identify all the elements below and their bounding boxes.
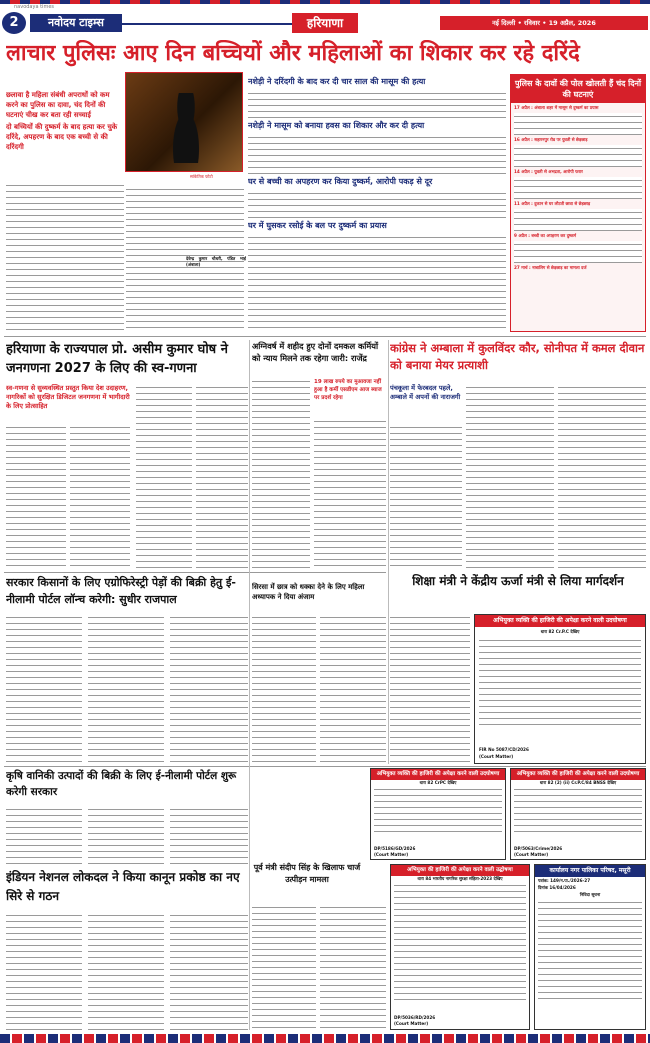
story-sirsa-body-1 — [252, 614, 316, 764]
ad-1-footer-right: (Court Matter) — [479, 754, 514, 759]
side-item-body — [514, 177, 642, 199]
ad-4-body — [394, 882, 526, 1000]
side-item: 27 मार्च : नाबालिग से छेड़छाड़ का मामला दर्ज — [514, 265, 587, 270]
tagline: navodaya times — [14, 4, 55, 10]
story-governor-body-4 — [196, 384, 248, 570]
silhouette-icon — [166, 93, 206, 163]
story-forest-body-1 — [6, 806, 82, 866]
ad-proclamation-1 — [474, 614, 646, 764]
side-item-body — [514, 241, 642, 263]
ad-4-footer-right: (Court Matter) — [394, 1021, 429, 1026]
story-governor-kicker: स्व-गणना से सुव्यवस्थित प्रस्तुत किया देश उदाहरण, नागरिकों को सुरक्षित डिजिटल जनगणना में भागीदारी के लिए प्रोत्साहित — [6, 384, 130, 410]
lead-byline: देवेन्द्र कुमार चौधरी, पंडित भाई (अंबाला) — [186, 256, 246, 267]
lead-sub2: नशेड़ी ने मासूम को बनाया हवस का शिकार और कर दी हत्या — [248, 121, 425, 130]
story-fire-body-2 — [314, 418, 386, 570]
story-minister-headline: शिक्षा मंत्री ने केंद्रीय ऊर्जा मंत्री से लिया मार्गदर्शन — [412, 574, 624, 588]
ad-proclamation-4 — [390, 864, 530, 1030]
ad-4-footer-left: DP/5036/RD/2026 — [394, 1015, 436, 1020]
page-number: 2 — [2, 12, 26, 34]
lead-side-box — [510, 74, 646, 332]
story-governor-body-3 — [136, 384, 192, 570]
story-inld-body-2 — [88, 912, 164, 1030]
side-item-body — [514, 113, 642, 135]
rule-v1 — [249, 340, 250, 1030]
story-agro-headline: सरकार किसानों के लिए एग्रोफिरेस्ट्री पेड़ों की बिक्री हेतु ई-नीलामी पोर्टल लॉन्च करेगी: सुधीर राजपाल — [6, 576, 236, 606]
rule-h1 — [4, 336, 646, 337]
ad-proclamation-3 — [510, 768, 646, 860]
ad-5-body — [538, 899, 642, 999]
lead-sub3-body — [248, 190, 506, 218]
side-item-body — [514, 145, 642, 167]
story-congress-headline: कांग्रेस ने अम्बाला में कुलविंदर कौर, सोनीपत में कमल दीवान को बनाया मेयर प्रत्याशी — [390, 341, 645, 372]
story-sandeep-body-1 — [252, 904, 316, 1030]
side-item: 16 अप्रैल : सहारनपुर रोड पर युवती से छेड़छाड़ — [514, 137, 588, 142]
ad-proclamation-2 — [370, 768, 506, 860]
dateline: नई दिल्ली • रविवार • 19 अप्रैल, 2026 — [440, 16, 648, 30]
story-fire-body-1 — [252, 378, 310, 570]
story-fire-bullet-1: 19 लाख रुपये का मुआवजा नहीं हुआ है कर्मी एसडीएम आज ब्याज पर प्रदर्श रहेगा — [314, 379, 382, 401]
story-governor-body-1 — [6, 424, 66, 570]
story-congress-body-2 — [466, 384, 554, 570]
ad-1-footer-left: FIR No 5087/CD/2026 — [479, 747, 529, 752]
story-agro-body-2 — [88, 614, 164, 764]
lead-photo — [125, 72, 243, 172]
story-minister-body-1 — [390, 614, 470, 764]
ad-4-subtitle: धारा 84 भारतीय नागरिक सुरक्षा संहिता-2023 देखिए — [417, 876, 503, 881]
ad-3-footer-left: DP/5063/Crime/2026 — [514, 846, 563, 851]
lead-sub2-body — [248, 134, 506, 174]
top-strip — [0, 0, 650, 4]
paper-name: नवोदय टाइम्स — [30, 14, 122, 32]
lead-bullet-1: छलावा है महिला संबंधी अपराधों को कम करने का पुलिस का दावा, चंद दिनों की घटनाएं चीख कर बता रही सच्चाई — [6, 91, 110, 119]
lead-bullets — [6, 90, 124, 180]
ad-2-footer-left: DP/5186/GD/2026 — [374, 846, 416, 851]
story-forest-body-3 — [170, 806, 248, 866]
lead-sub4-body — [248, 234, 506, 330]
side-item: 14 अप्रैल : युवती से अभद्रता, आरोपी फरार — [514, 169, 583, 174]
ad-2-title: अभियुक्त व्यक्ति की हाजिरी की अपेक्षा करने वाली उदघोषणा — [371, 769, 505, 780]
ad-3-footer-right: (Court Matter) — [514, 852, 549, 857]
story-forest-body-2 — [88, 806, 164, 866]
story-congress-body-1 — [390, 424, 462, 570]
side-item-body — [514, 209, 642, 231]
story-forest-headline: कृषि वानिकी उत्पादों की बिक्री के लिए ई-नीलामी पोर्टल शुरू करेगी सरकार — [6, 770, 237, 798]
section-name: हरियाणा — [292, 13, 358, 33]
ad-1-subtitle: धारा 82 Cr.P.C देखिए — [540, 629, 580, 634]
lead-sub1-body — [248, 90, 506, 118]
ad-5-subtitle: निविदा सूचना — [579, 892, 601, 897]
side-item: 9 अप्रैल : बच्ची का अपहरण कर दुष्कर्म — [514, 233, 577, 238]
story-inld-body-1 — [6, 912, 82, 1030]
ad-1-title: अभियुक्त व्यक्ति की हाजिरी की अपेक्षा करने वाली उदघोषणा — [475, 615, 645, 627]
story-governor-headline: हरियाणा के राज्यपाल प्रो. असीम कुमार घोष ने जनगणना 2027 के लिए की स्व-गणना — [6, 342, 228, 376]
ad-2-body — [374, 786, 502, 836]
side-item: 11 अप्रैल : दुकान से घर लौटती छात्रा से छेड़छाड़ — [514, 201, 591, 206]
masthead-rule — [122, 23, 292, 25]
lead-sub4: घर में घुसकर रसोई के बल पर दुष्कर्म का प्रयास — [248, 221, 387, 230]
ad-tender — [534, 864, 646, 1030]
ad-3-body — [514, 786, 642, 836]
story-congress-bullet: पंचकूला में फेरबदल पहले, अम्बाले में अपनों की नाराजगी — [390, 384, 461, 401]
story-fire-headline: अग्निवर्ष में शहीद हुए दोनों दमकल कर्मियों को न्याय मिलने तक रहेगा जारी: राजेंद्र — [252, 341, 379, 363]
rule-h3 — [4, 766, 646, 767]
lead-photo-caption: सांकेतिक फोटो — [190, 174, 213, 179]
ad-4-title: अभियुक्त की हाजिरी की अपेक्षा करने वाली उद्घोषणा — [391, 865, 529, 876]
lead-headline: लाचार पुलिसः आए दिन बच्चियों और महिलाओं का शिकार कर रहे दरिंदे — [6, 41, 580, 66]
story-sirsa-body-2 — [320, 614, 386, 764]
lead-side-title: पुलिस के दावों की पोल खोलती हैं चंद दिनों की घटनाएं — [511, 75, 645, 103]
rule-h2 — [4, 572, 386, 573]
ad-3-subtitle: धारा 82 (2) (ii) Cr.P.C/84 BNSS देखिए — [539, 780, 617, 785]
story-agro-body-3 — [170, 614, 248, 764]
lead-sub1: नशेड़ी ने दरिंदगी के बाद कर दी चार साल की मासूम की हत्या — [248, 77, 426, 86]
story-inld-headline: इंडियन नेशनल लोकदल ने किया कानून प्रकोष्ठ का नए सिरे से गठन — [6, 870, 240, 903]
story-sirsa-headline: सिरसा में छात्र को धक्का देने के लिए महिला अध्यापक ने दिया अंजाम — [252, 583, 365, 601]
ad-2-footer-right: (Court Matter) — [374, 852, 409, 857]
story-sandeep-body-2 — [320, 904, 386, 1030]
ad-5-title: कार्यालय नगर पालिका परिषद, मसूरी — [535, 865, 645, 877]
lead-bullet-2: दो बच्चियों की दुष्कर्म के बाद हत्या कर चुके दरिंदे, अपहरण के बाद एक बच्ची से की दरिंदगी — [6, 123, 118, 151]
masthead — [0, 10, 650, 38]
story-congress-body-3 — [558, 384, 646, 570]
bottom-strip — [0, 1034, 650, 1043]
story-agro-body-1 — [6, 614, 82, 764]
lead-body-left — [6, 182, 124, 332]
ad-5-footer-right: दिनांक 16/04/2026 — [538, 885, 576, 890]
story-inld-body-3 — [170, 912, 248, 1030]
ad-1-body — [479, 637, 641, 727]
story-sandeep-headline: पूर्व मंत्री संदीप सिंह के खिलाफ चार्ज उत्पीड़न मामला — [253, 863, 361, 884]
ad-5-footer-left: पत्रांक: 149/न.पा./2026-27 — [538, 878, 591, 883]
rule-v2 — [388, 340, 389, 764]
ad-3-title: अभियुक्त व्यक्ति की हाजिरी की अपेक्षा करने वाली उदघोषणा — [511, 769, 645, 780]
side-item: 17 अप्रैल : अंबाला शहर में मासूम से दुष्कर्म का प्रयास — [514, 105, 599, 110]
story-governor-body-2 — [70, 424, 130, 570]
ad-2-subtitle: धारा 82 CrPC देखिए — [419, 780, 457, 785]
lead-sub3: घर से बच्ची का अपहरण कर किया दुष्कर्म, आरोपी पकड़ से दूर — [248, 177, 433, 186]
